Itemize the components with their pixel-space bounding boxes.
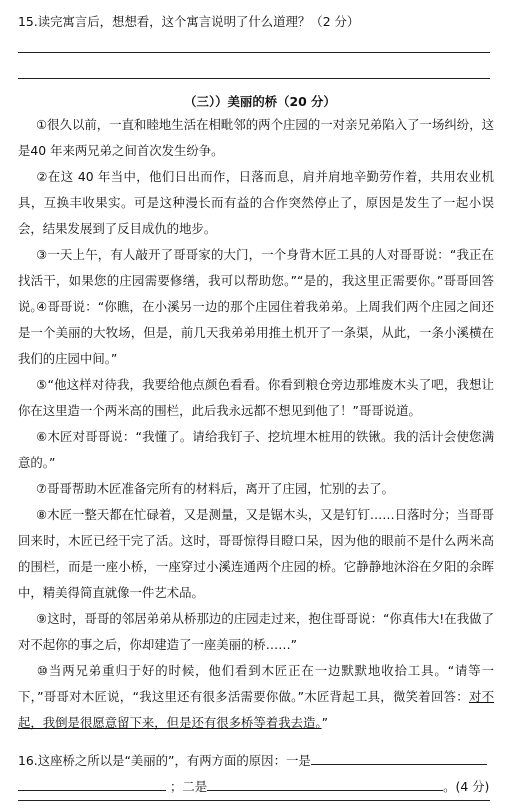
section-title: （三））美丽的桥（20 分） [184, 94, 336, 109]
question-16-points: 。(4 分) [443, 779, 490, 794]
underlined-sentence: 对不起，我倒是很愿意留下来，但是还有很多桥等着我去造。 [18, 689, 495, 730]
question-16-continued [18, 778, 504, 795]
answer-blank[interactable] [311, 752, 487, 765]
paragraph-text: ⑧木匠一整天都在忙碌着，又是测量，又是锯木头，又是钉钉……日落时分；当哥哥回来时，木匠已经干完了活。这时，哥哥惊得目瞪口呆，因为他的眼前不是什么两米高的围栏，而是一座小桥，一座穿过小溪连通两个庄园的桥。它静静地沐浴在夕阳的余晖中，精美得简直就像一件艺术品。 [18, 507, 494, 600]
paragraph-text: ③一天上午，有人敲开了哥哥家的大门，一个身背木匠工具的人对哥哥说：“我正在找活干，如果您的庄园需要修缮，我可以帮助您。”“是的，我这里正需要你。”哥哥回答说。 [18, 247, 494, 314]
paragraph-text: ②在这 40 年当中，他们日出而作，日落而息，肩并肩地辛勤劳作着，共用农业机具，互换丰收果实。可是这种漫长而有益的合作突然停止了，原因是发生了一起小误会，结果发展到了反目成仇的地步。 [18, 169, 494, 236]
paragraph-text: ⑨这时，哥哥的邻居弟弟从桥那边的庄园走过来，抱住哥哥说：“你真伟大!在我做了对不起你的事之后，你却建造了一座美丽的桥……” [18, 611, 494, 652]
question-16 [18, 752, 504, 769]
closing-quote: ” [321, 715, 328, 730]
question-15: 15.读完寓言后，想想看，这个寓言说明了什么道理？（2 分） [18, 14, 360, 29]
paragraph-4 [18, 294, 494, 372]
question-16-text: 16.这座桥之所以是“美丽的”，有两方面的原因：一是 [18, 753, 311, 768]
paragraph-text: ⑥木匠对哥哥说：“我懂了。请给我钉子、挖坑埋木桩用的铁锹。我的活计会使您满意的。” [18, 429, 494, 470]
paragraph-text: ⑤“他这样对待我，我要给他点颜色看看。你看到粮仓旁边那堆废木头了吧，我想让你在这里造一个两米高的围栏，此后我永远都不想见到他了！”哥哥说道。 [18, 377, 494, 418]
answer-line [18, 52, 490, 53]
answer-line [18, 78, 490, 79]
paragraph-6 [18, 424, 494, 476]
paragraph-text: ④哥哥说：“你瞧，在小溪另一边的那个庄园住着我弟弟。上周我们两个庄园之间还是一个美丽的大牧场，但是，前几天我弟弟用推土机开了一条渠，从此，一条小溪横在我们的庄园中间。” [18, 299, 494, 366]
paragraph-1 [18, 112, 494, 164]
paragraph-9 [18, 606, 494, 658]
paragraph-text: ⑦哥哥帮助木匠准备完所有的材料后，离开了庄园，忙别的去了。 [36, 481, 395, 496]
answer-blank[interactable] [207, 778, 443, 791]
paragraph-2 [18, 164, 494, 242]
paragraph-5 [18, 372, 494, 424]
paragraph-7 [18, 476, 494, 502]
paragraph-8 [18, 502, 494, 606]
paragraph-text: ⑩当两兄弟重归于好的时候，他们看到木匠正在一边默默地收拾工具。“请等一下，”哥哥对木匠说，“我这里还有很多活需要你做。”木匠背起工具，微笑着回答： [18, 663, 494, 704]
question-16-mid: ；二是 [169, 779, 208, 794]
answer-blank[interactable] [18, 778, 166, 791]
paragraph-text: ①很久以前，一直和睦地生活在相毗邻的两个庄园的一对亲兄弟陷入了一场纠纷，这是40 年来两兄弟之间首次发生纷争。 [18, 117, 494, 158]
answer-line [18, 800, 490, 801]
paragraph-10 [18, 658, 494, 736]
